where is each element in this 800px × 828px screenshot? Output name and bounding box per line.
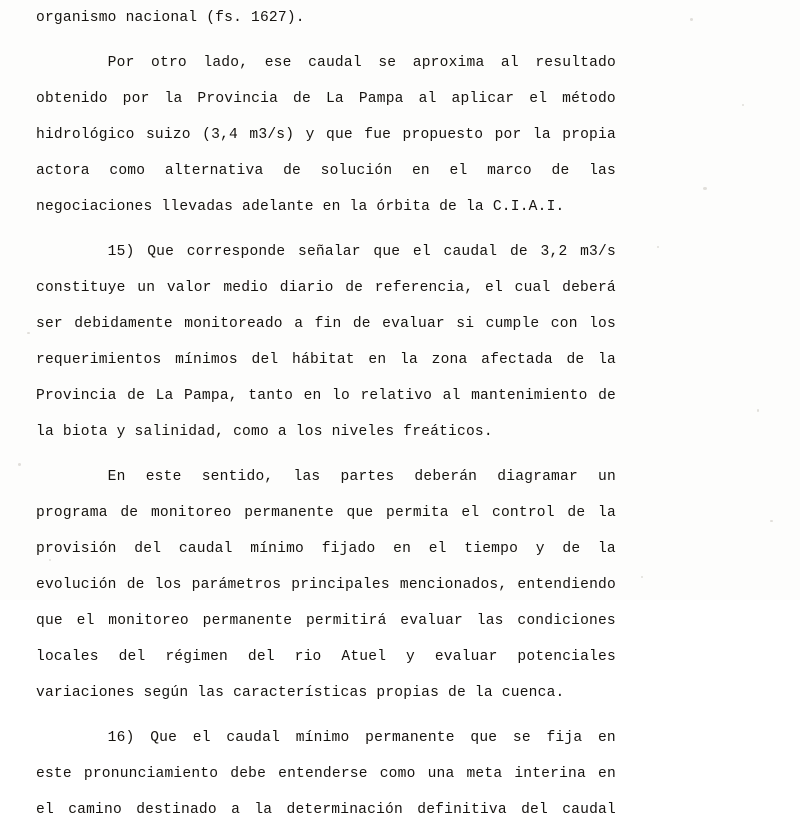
scan-speckle xyxy=(703,187,707,190)
word: mínimos xyxy=(175,352,238,368)
word: a xyxy=(294,316,304,332)
word: de xyxy=(567,505,586,521)
word: que xyxy=(346,505,374,521)
word: camino xyxy=(68,802,122,818)
word: la xyxy=(400,352,418,368)
word: La xyxy=(325,91,344,107)
word: lado, xyxy=(203,55,249,71)
word: monitoreo xyxy=(150,505,232,521)
word: tanto xyxy=(248,388,294,404)
word: determinación xyxy=(286,802,403,818)
word: caudal xyxy=(562,802,616,818)
word: fin xyxy=(314,316,342,332)
word: caudal xyxy=(178,541,233,557)
word: el xyxy=(485,280,503,296)
word: una xyxy=(427,766,455,782)
text-line xyxy=(36,495,616,531)
word: diagramar xyxy=(497,469,578,485)
word: hidrológico xyxy=(36,127,135,143)
word: 16) xyxy=(36,730,135,746)
word: Que xyxy=(147,244,175,260)
word: diario xyxy=(279,280,334,296)
word: provisión xyxy=(36,541,117,557)
word: del xyxy=(521,802,548,818)
word: que xyxy=(373,244,401,260)
text-line xyxy=(36,603,616,639)
word: del xyxy=(134,541,162,557)
word: este xyxy=(36,766,72,782)
word: y xyxy=(305,127,315,143)
word: el xyxy=(428,541,447,557)
word: se xyxy=(378,55,397,71)
word: evaluar xyxy=(400,613,464,629)
word: de xyxy=(120,505,139,521)
word: cumple xyxy=(485,316,540,332)
text-line: variaciones según las características propias de la cuenca. xyxy=(36,685,565,701)
word: relativo xyxy=(360,388,433,404)
word: de xyxy=(283,163,301,179)
word: tiempo xyxy=(464,541,519,557)
word: potenciales xyxy=(517,649,616,665)
word: en xyxy=(393,541,412,557)
word: monitoreo xyxy=(108,613,189,629)
word: mantenimiento xyxy=(471,388,588,404)
word: como xyxy=(379,766,416,782)
text-line xyxy=(36,45,616,81)
text-line xyxy=(36,792,616,828)
word: propuesto xyxy=(402,127,484,143)
scan-speckle xyxy=(690,18,693,21)
word: los xyxy=(589,316,616,332)
text-line xyxy=(36,234,616,270)
word: de xyxy=(127,388,146,404)
word: locales xyxy=(36,649,99,665)
word: de xyxy=(293,91,311,107)
word: debidamente xyxy=(74,316,173,332)
word: régimen xyxy=(165,649,229,665)
word: las xyxy=(589,163,616,179)
word: el xyxy=(412,244,431,260)
word: actora xyxy=(36,163,90,179)
text-line xyxy=(36,639,616,675)
text-line xyxy=(36,378,616,414)
word: aproxima xyxy=(412,55,485,71)
word: mínimo xyxy=(295,730,350,746)
word: condiciones xyxy=(517,613,616,629)
word: evaluar xyxy=(434,649,498,665)
paragraph xyxy=(36,0,616,36)
word: destinado xyxy=(136,802,217,818)
text-line xyxy=(36,756,616,792)
word: que xyxy=(36,613,63,629)
word: señalar xyxy=(297,244,361,260)
word: La xyxy=(155,388,174,404)
text-line xyxy=(36,81,616,117)
word: permanente xyxy=(365,730,455,746)
word: por xyxy=(122,91,150,107)
word: Pampa xyxy=(358,91,404,107)
word: en xyxy=(598,766,616,782)
word: caudal xyxy=(226,730,281,746)
word: ser xyxy=(36,316,63,332)
word: valor xyxy=(166,280,212,296)
text-line xyxy=(36,531,616,567)
scan-speckle xyxy=(641,576,643,578)
word: como xyxy=(109,163,146,179)
word: el xyxy=(461,505,480,521)
word: mínimo xyxy=(250,541,305,557)
word: corresponde xyxy=(186,244,286,260)
word: marco xyxy=(487,163,532,179)
word: cual xyxy=(514,280,551,296)
word: evaluar xyxy=(382,316,445,332)
text-line: organismo nacional (fs. 1627). xyxy=(36,10,305,26)
word: Provincia xyxy=(197,91,279,107)
word: entendiendo xyxy=(517,577,616,593)
word: el xyxy=(192,730,211,746)
word: control xyxy=(492,505,555,521)
word: en xyxy=(411,163,430,179)
paragraph-gap xyxy=(36,711,616,720)
word: que xyxy=(470,730,498,746)
word: interina xyxy=(514,766,586,782)
word: la xyxy=(532,127,551,143)
word: 3,2 xyxy=(540,244,568,260)
word: partes xyxy=(340,469,395,485)
scan-speckle xyxy=(49,559,51,561)
word: definitiva xyxy=(417,802,507,818)
word: las xyxy=(476,613,504,629)
word: de xyxy=(509,244,528,260)
paragraph-gap xyxy=(36,36,616,45)
word: propia xyxy=(562,127,616,143)
word: zona xyxy=(431,352,468,368)
word: los xyxy=(154,577,182,593)
text-line xyxy=(36,459,616,495)
paragraph xyxy=(36,45,616,225)
text-line xyxy=(36,306,616,342)
word: un xyxy=(137,280,156,296)
text-line: negociaciones llevadas adelante en la órbita de la C.I.A.I. xyxy=(36,199,565,215)
word: las xyxy=(293,469,321,485)
word: m3/s xyxy=(580,244,616,260)
word: al xyxy=(418,91,437,107)
word: fijado xyxy=(321,541,376,557)
word: medio xyxy=(223,280,269,296)
scan-speckle xyxy=(18,463,21,466)
word: evolución xyxy=(36,577,117,593)
scan-speckle xyxy=(657,246,659,248)
word: el xyxy=(76,613,95,629)
word: de xyxy=(345,280,364,296)
word: Por xyxy=(36,55,135,71)
word: al xyxy=(442,388,461,404)
text-line xyxy=(36,342,616,378)
word: el xyxy=(529,91,548,107)
word: Que xyxy=(150,730,178,746)
word: de xyxy=(126,577,145,593)
word: Pampa, xyxy=(184,388,238,404)
word: otro xyxy=(151,55,187,71)
word: debe xyxy=(230,766,267,782)
word: permanente xyxy=(202,613,293,629)
word: de xyxy=(551,163,570,179)
word: del xyxy=(118,649,146,665)
word: suizo xyxy=(145,127,191,143)
word: el xyxy=(36,802,54,818)
word: requerimientos xyxy=(36,352,162,368)
word: rio xyxy=(294,649,322,665)
word: meta xyxy=(466,766,503,782)
word: este xyxy=(145,469,182,485)
text-line xyxy=(36,117,616,153)
word: sentido, xyxy=(201,469,274,485)
word: la xyxy=(598,505,616,521)
paragraph xyxy=(36,234,616,450)
word: y xyxy=(406,649,415,665)
scan-speckle xyxy=(742,104,744,106)
word: caudal xyxy=(443,244,498,260)
word: en xyxy=(368,352,387,368)
word: por xyxy=(494,127,522,143)
word: de xyxy=(566,352,585,368)
scan-speckle xyxy=(757,409,759,412)
word: de xyxy=(562,541,581,557)
word: que xyxy=(325,127,353,143)
word: se xyxy=(512,730,531,746)
word: Provincia xyxy=(36,388,117,404)
word: deberán xyxy=(414,469,478,485)
text-line: la biota y salinidad, como a los niveles freáticos. xyxy=(36,424,493,440)
word: principales xyxy=(291,577,390,593)
document-text-column xyxy=(36,0,616,828)
word: obtenido xyxy=(36,91,108,107)
word: mencionados, xyxy=(399,577,508,593)
word: monitoreado xyxy=(184,316,283,332)
word: parámetros xyxy=(191,577,282,593)
word: permita xyxy=(386,505,449,521)
word: método xyxy=(562,91,616,107)
word: la xyxy=(598,352,616,368)
word: fija xyxy=(546,730,583,746)
word: el xyxy=(449,163,468,179)
word: la xyxy=(164,91,183,107)
word: hábitat xyxy=(292,352,355,368)
word: solución xyxy=(320,163,393,179)
word: constituye xyxy=(36,280,126,296)
word: a xyxy=(231,802,241,818)
word: con xyxy=(550,316,578,332)
word: si xyxy=(456,316,475,332)
word: un xyxy=(598,469,616,485)
word: deberá xyxy=(562,280,616,296)
text-line xyxy=(36,567,616,603)
word: En xyxy=(36,469,126,485)
word: 15) xyxy=(36,244,135,260)
word: programa xyxy=(36,505,108,521)
paragraph-gap xyxy=(36,225,616,234)
scan-speckle xyxy=(27,332,30,334)
word: y xyxy=(535,541,545,557)
word: resultado xyxy=(535,55,616,71)
word: del xyxy=(251,352,279,368)
word: (3,4 xyxy=(202,127,238,143)
word: afectada xyxy=(481,352,553,368)
scan-speckle xyxy=(770,520,773,522)
word: de xyxy=(352,316,371,332)
word: aplicar xyxy=(451,91,515,107)
text-line xyxy=(36,720,616,756)
text-line xyxy=(36,270,616,306)
word: entenderse xyxy=(278,766,368,782)
paragraph-gap xyxy=(36,450,616,459)
word: de xyxy=(598,388,616,404)
text-line xyxy=(36,153,616,189)
word: fue xyxy=(364,127,392,143)
word: la xyxy=(597,541,616,557)
word: permanente xyxy=(244,505,334,521)
word: m3/s) xyxy=(249,127,295,143)
paragraph xyxy=(36,720,616,828)
word: referencia, xyxy=(374,280,474,296)
word: en xyxy=(597,730,616,746)
word: permitirá xyxy=(305,613,387,629)
word: del xyxy=(247,649,275,665)
word: en xyxy=(303,388,322,404)
paragraph xyxy=(36,459,616,711)
word: alternativa xyxy=(164,163,264,179)
word: lo xyxy=(332,388,350,404)
word: al xyxy=(500,55,519,71)
word: pronunciamiento xyxy=(83,766,219,782)
word: Atuel xyxy=(341,649,387,665)
word: la xyxy=(254,802,273,818)
word: caudal xyxy=(308,55,362,71)
word: ese xyxy=(264,55,292,71)
